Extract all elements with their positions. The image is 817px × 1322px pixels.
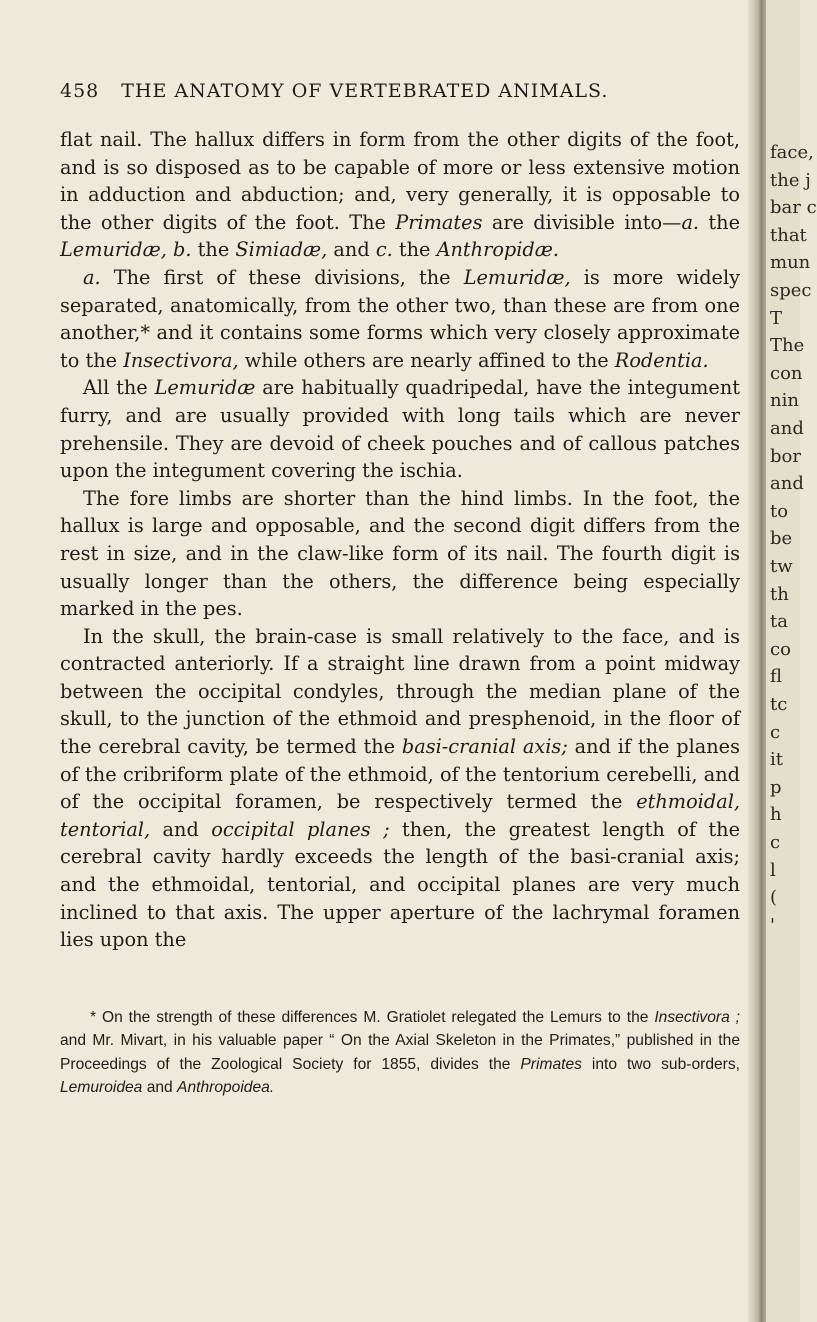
facing-page-fragment: the j bbox=[770, 169, 811, 191]
facing-page-fragment: th bbox=[770, 583, 789, 605]
facing-page-fragment: bar c bbox=[770, 197, 817, 219]
italic-term: Primates bbox=[520, 1055, 582, 1073]
text-run: the bbox=[699, 210, 740, 234]
italic-term: Lemuridæ bbox=[154, 376, 256, 400]
page-number: 458 bbox=[60, 80, 100, 102]
facing-page-fragment: p bbox=[770, 776, 782, 798]
facing-page-fragment: that bbox=[770, 224, 807, 246]
main-text bbox=[60, 126, 740, 954]
footnote bbox=[60, 1006, 740, 1099]
facing-page-fragment: The bbox=[770, 335, 805, 357]
footnote-text bbox=[60, 1006, 740, 1099]
text-run: The fore limbs are shorter than the hind limbs. In the foot, the hallux is large and opposable, and the second digit differs from the rest in size, and in the claw-like form of its nail. The fourth digit is usually longer than the others, the difference being especially marked in the pes. bbox=[60, 486, 740, 621]
running-title: THE ANATOMY OF VERTEBRATED ANIMALS. bbox=[121, 80, 609, 102]
paragraph bbox=[60, 126, 740, 264]
italic-term: Rodentia. bbox=[614, 348, 709, 372]
facing-page-fragment: ta bbox=[770, 611, 788, 633]
facing-page-fragment: bor bbox=[770, 445, 801, 467]
facing-page-fragment: be bbox=[770, 528, 793, 550]
facing-page-fragment: tw bbox=[770, 556, 793, 577]
text-run: * On the strength of these differences M. Gratiolet relegated the Lemurs to the bbox=[90, 1009, 655, 1026]
text-run: are divisible into— bbox=[482, 210, 682, 234]
facing-page-fragment: l bbox=[770, 859, 776, 881]
italic-term: a. bbox=[83, 265, 101, 289]
facing-page-fragment: face, bbox=[770, 142, 814, 163]
paragraph bbox=[60, 623, 740, 954]
italic-term: ethmoidal, tentorial, bbox=[60, 790, 740, 841]
italic-term: a. bbox=[681, 210, 700, 234]
facing-page-fragment: con bbox=[770, 362, 803, 384]
italic-term: Insectivora, bbox=[123, 348, 239, 372]
italic-term: Primates bbox=[395, 210, 483, 234]
text-run: and if the planes of the cribriform plate of the ethmoid, of the tentorium cerebelli, and of the occipital foramen, be respectively termed the bbox=[60, 735, 740, 814]
text-run: then, the greatest length of the cerebral cavity hardly exceeds the length of the basi-cranial axis; and the ethmoidal, tentorial, and occipital planes are very much inclined to that axis. The upper aperture of the lachrymal foramen lies upon the bbox=[60, 817, 741, 952]
facing-page-fragment: ( bbox=[770, 887, 778, 909]
italic-term: Insectivora ; bbox=[654, 1009, 740, 1026]
text-run: The first of these divisions, the bbox=[100, 265, 464, 289]
facing-page-fragment: spec bbox=[770, 280, 812, 301]
text-run: the bbox=[191, 238, 236, 262]
facing-page-fragment: tc bbox=[770, 694, 788, 715]
facing-page-fragment: it bbox=[770, 749, 783, 771]
italic-term: basi-cranial axis; bbox=[401, 735, 568, 759]
facing-page-fragment: c bbox=[770, 721, 781, 743]
text-run: are habitually quadripedal, have the integument furry, and are usually provided with long tails which are never prehensile. They are devoid of cheek pouches and of callous patches upon the integument covering the ischia. bbox=[60, 376, 741, 483]
text-run: All the bbox=[83, 376, 155, 400]
facing-page-fragment: fl bbox=[770, 666, 783, 688]
facing-page-fragment: c bbox=[770, 832, 781, 853]
facing-page-fragment: and bbox=[770, 473, 804, 495]
italic-term: Lemuridæ, bbox=[463, 265, 571, 289]
italic-term: Anthropoidea. bbox=[177, 1078, 275, 1096]
text-run: and bbox=[327, 238, 376, 262]
italic-term: occipital planes ; bbox=[211, 817, 390, 841]
text-run: and bbox=[142, 1078, 178, 1096]
paragraph bbox=[60, 374, 740, 484]
italic-term: Simiadæ, bbox=[235, 238, 328, 262]
text-run: the bbox=[392, 238, 437, 262]
facing-page-fragment: and bbox=[770, 418, 804, 439]
facing-page-fragment: mun bbox=[770, 252, 811, 274]
italic-term: Lemuridæ, bbox=[60, 238, 167, 262]
running-header bbox=[60, 80, 740, 102]
paragraph bbox=[60, 264, 740, 374]
facing-page-fragment: T bbox=[770, 307, 783, 329]
paragraph bbox=[60, 485, 740, 623]
text-run: is more widely separated, anatomically, from the other two, than these are from one another,* and it contains some forms which very closely approximate to the bbox=[60, 265, 741, 372]
text-run: and Mr. Mivart, in his valuable paper “ On the Axial Skeleton in the Primates,” published in the Proceedings of the Zoological Society for 1855, divides the bbox=[60, 1032, 740, 1073]
facing-page-fragment: co bbox=[770, 638, 791, 660]
facing-page-edge bbox=[766, 0, 817, 1322]
italic-term: Anthropidæ. bbox=[436, 238, 560, 262]
facing-page-fragment: ' bbox=[770, 914, 775, 936]
text-run: into two sub-orders, bbox=[581, 1055, 741, 1073]
facing-page-fragment: to bbox=[770, 500, 789, 522]
facing-page-fragment: h bbox=[770, 804, 782, 826]
text-run: flat nail. The hallux differs in form from the other digits of the foot, and is so disposed as to be capable of more or less extensive motion in adduction and abduction; and, very generally, it is opposable to the other digits of the foot. The bbox=[60, 128, 740, 234]
text-run: and bbox=[150, 817, 212, 841]
facing-page-fragment: nin bbox=[770, 390, 799, 412]
italic-term: c. bbox=[375, 238, 393, 262]
text-run: In the skull, the brain-case is small relatively to the face, and is contracted anteriorly. If a straight line drawn from a point midway between the occipital condyles, through the median plane of the skull, to the junction of the ethmoid and presphenoid, in the floor of the cerebral cavity, be termed the bbox=[60, 624, 740, 759]
italic-term: b. bbox=[173, 238, 192, 262]
text-run: while others are nearly affined to the bbox=[238, 348, 615, 372]
italic-term: Lemuroidea bbox=[60, 1078, 143, 1096]
